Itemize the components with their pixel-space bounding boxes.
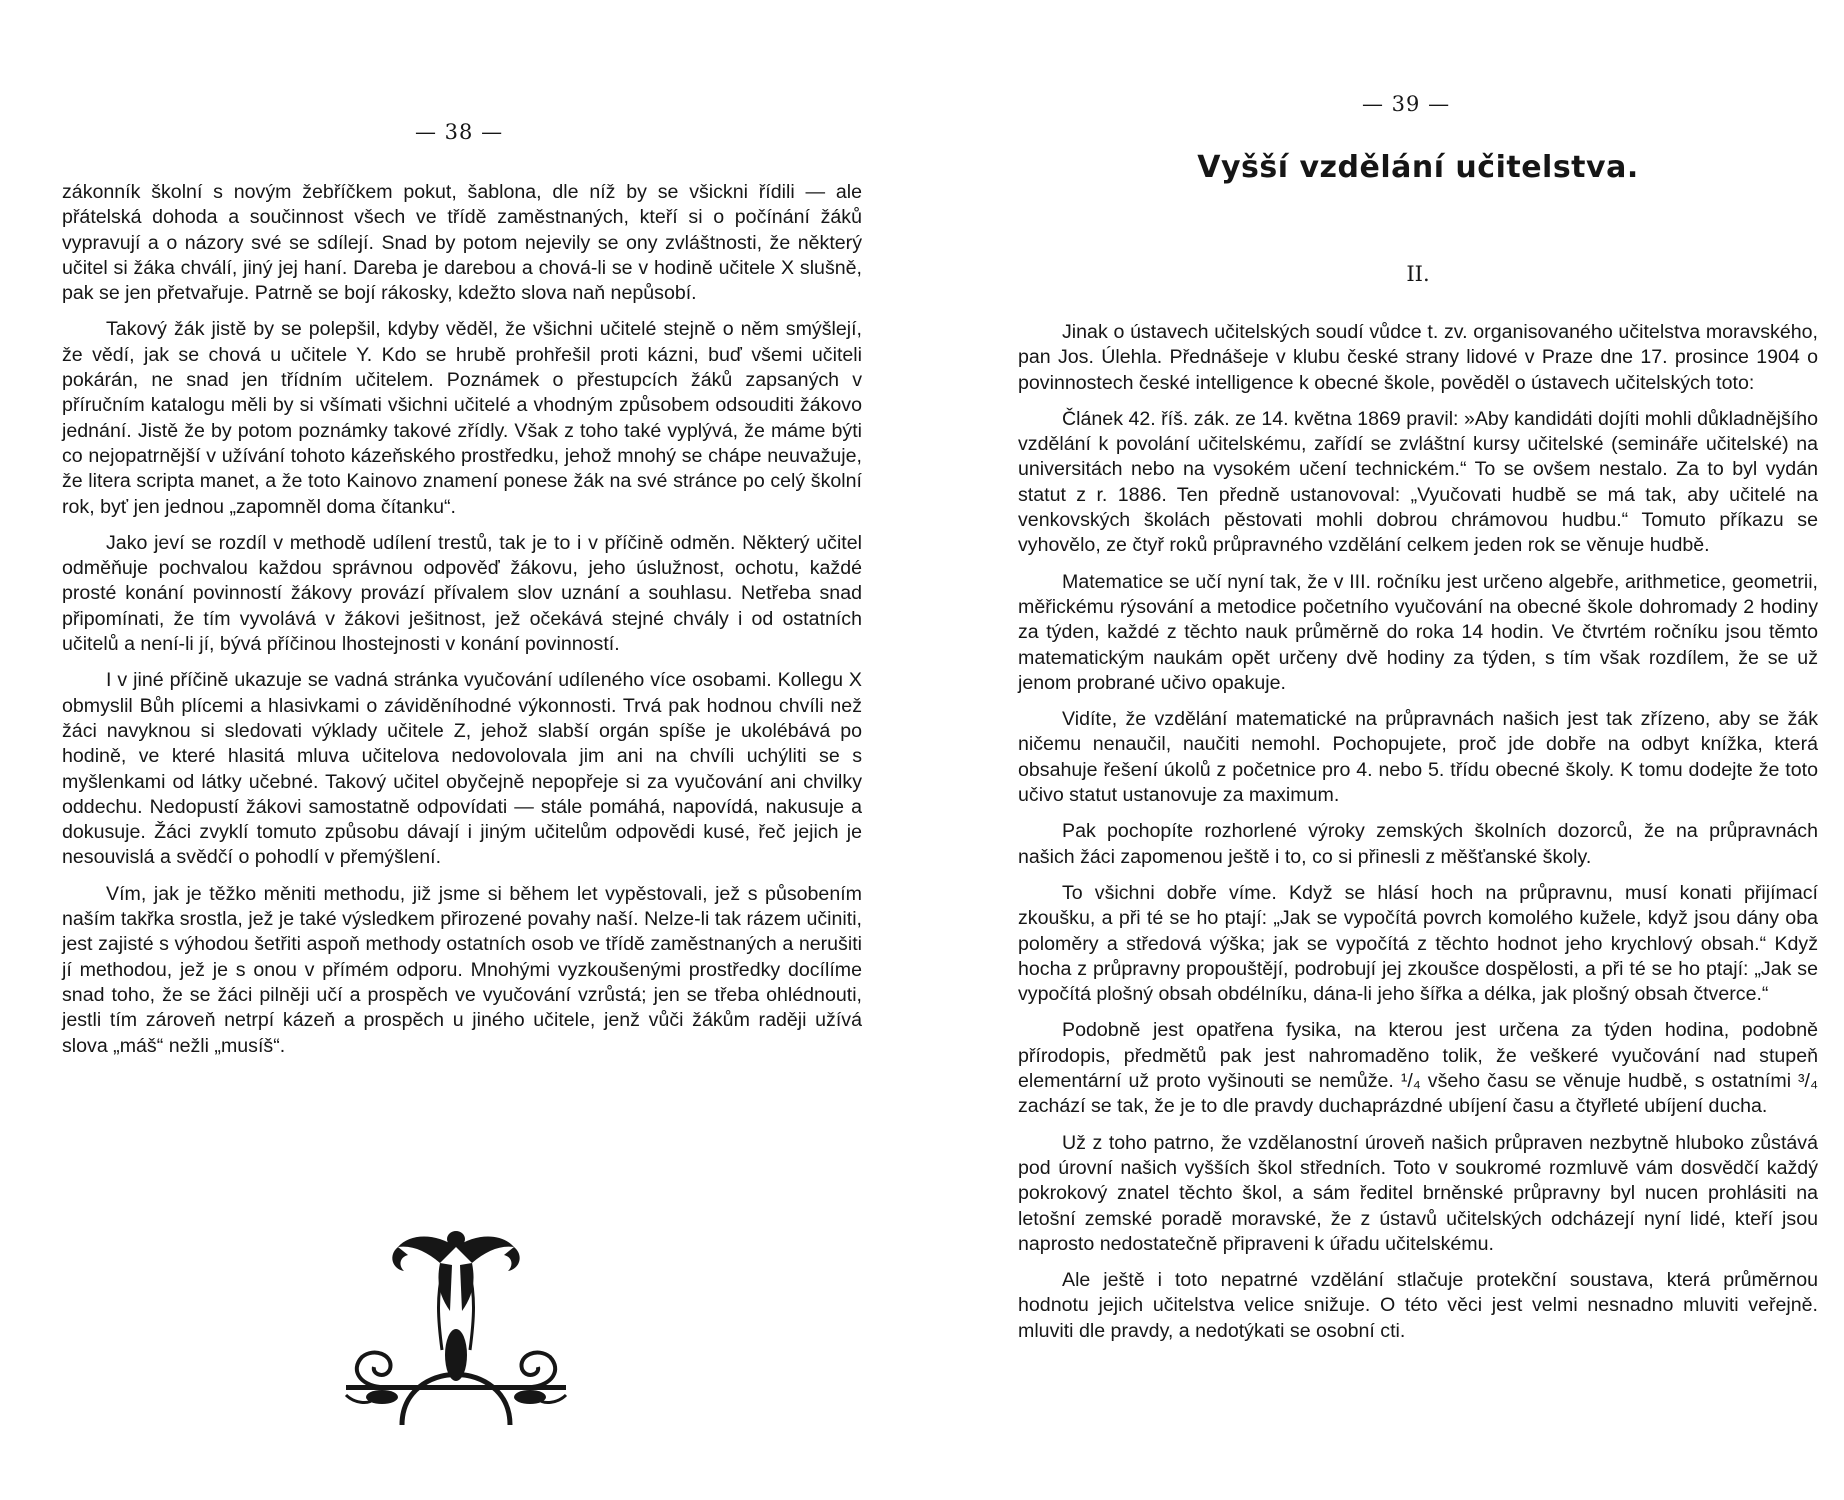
paragraph: Takový žák jistě by se polepšil, kdyby věděl, že všichni učitelé stejně o něm smýšlejí, že vědí, jak se chová u učitele Y. Kdo se hrubě prohřešil proti kázni, buď všemi učiteli pokárán, ne snad jen třídním učitelem. Poznámek o přestupcích žáků zapsaných v příručním katalogu měli by si všímati všichni učitelé a vhodným způsobem odsouditi žákovo jednání. Jistě že by potom poznámky takové zřídly. Však z toho také vyplývá, že máme býti co nejopatrnější v užívání tohoto kázeňského prostředku, jehož mnohý se chápe neuvažuje, že litera scripta manet, a že toto Kainovo znamení ponese žák na své stránce po celý školní rok, byť jen jednou „zapomněl doma čítanku“. xyxy=(62,318,862,518)
paragraph: Vidíte, že vzdělání matematické na průpravnách našich jest tak zřízeno, aby se žák ničemu nenaučil, naučiti nemohl. Pochopujete, proč jde dobře na odbyt knížka, která obsahuje řešení úkolů z početnice pro 4. nebo 5. třídu obecné školy. K tomu dodejte že toto učivo statut ustanovuje za maximum. xyxy=(1018,708,1818,807)
paragraph: Ale ještě i toto nepatrné vzdělání stlačuje protekční soustava, která průměrnou hodnotu jejich učitelstva velice snižuje. O této věci jest velmi nesnadno mluviti veřejně. mluviti dle pravdy, a nedotýkati se osobní cti. xyxy=(1018,1269,1818,1342)
paragraph: Už z toho patrno, že vzdělanostní úroveň našich průpraven nezbytně hluboko zůstává pod úrovní našich vyšších škol středních. Toto v soukromé rozmluvě vám dosvědčí každý pokrokový znatel těchto škol, a sám ředitel brněnské průpravny byl nucen prohlásiti na letošní zemské poradě moravské, že z ústavů učitelských odcházejí nyní lidé, kteří jsou naprosto nedostatečně připraveni k úřadu učitelskému. xyxy=(1018,1131,1818,1255)
paragraph: Pak pochopíte rozhorlené výroky zemských školních dozorců, že na průpravnách našich žáci zapomenou ještě i to, co si přinesli z měšťanské školy. xyxy=(1018,820,1818,868)
paragraph: To všichni dobře víme. Když se hlásí hoch na průpravnu, musí konati přijímací zkoušku, a při té se ho ptají: „Jak se vypočítá povrch komolého kužele, když jsou dány oba poloměry a středová výška; jak se vypočítá z těchto hodnot jeho krychlový obsah.“ Když hocha z průpravny propouštějí, podrobují jej zkoušce dospělosti, a při té se ho ptají: „Jak se vypočítá plošný obsah obdélníku, dána-li jeho šířka a délka, jak plošný obsah čtverce.“ xyxy=(1018,881,1818,1006)
page-number-right: — 39 — xyxy=(1362,92,1451,116)
paragraph: Jako jeví se rozdíl v methodě udílení trestů, tak je to i v příčině odměn. Některý učitel odměňuje pochvalou každou správnou odpověď žákovu, jeho úslužnost, ochotu, každé prosté konání povinností žákovy provází přívalem slov uznání a souhlasu. Netřeba snad připomínati, že tím vyvolává v žákovi ješitnost, jež očekává stejné chvály i od ostatních učitelů a není-li jí, bývá příčinou lhostejnosti v konání povinností. xyxy=(62,531,862,656)
left-page-text xyxy=(62,180,862,1070)
paragraph: Matematice se učí nyní tak, že v III. ročníku jest určeno algebře, arithmetice, geometrii, měřickému rýsování a metodice početního vyučování na obecné škole dohromady 2 hodiny za týden, každé z těchto nauk průměrně do roka 14 hodin. Ve čtvrtém ročníku jsou těmto matematickým naukám opět určeny dvě hodiny za týden, s tím však rozdílem, že se už jenom probrané učivo opakuje. xyxy=(1018,570,1818,694)
chapter-title: Vyšší vzdělání učitelstva. xyxy=(1197,150,1639,185)
paragraph: I v jiné příčině ukazuje se vadná stránka vyučování udíleného více osobami. Kollegu X obmyslil Bůh plícemi a hlasivkami o záviděníhodné výkonnosti. Trvá pak hodnou chvíli než žáci navyknou si sledovati výklady učitele Z, jehož slabší orgán spíše je ukolébává po hodině, ve které hlasitá mluva učitelova nedovolovala jim ani na chvíli uchýliti se s myšlenkami od látky učebné. Takový učitel obyčejně nepopřeje si za vyučování ani chvilky oddechu. Nedopustí žákovi samostatně odpovídati — stále pomáhá, napovídá, nakusuje a dokusuje. Žáci zvyklí tomuto způsobu dávají i jiným učitelům odpovědi kusé, řeč jejich je nesouvislá a svědčí o pohodlí v přemýšlení. xyxy=(62,669,862,869)
right-page-text xyxy=(1018,320,1818,1355)
floral-ornament-icon xyxy=(340,1225,572,1425)
chapter-subtitle: II. xyxy=(1406,262,1430,286)
paragraph: zákonník školní s novým žebříčkem pokut, šablona, dle níž by se všickni řídili — ale přátelská dohoda a součinnost všech ve třídě zaměstnaných, kteří si o počínání žáků vypravují a o názory své se sdílejí. Snad by potom nejevily se ony zvláštnosti, že některý učitel si žáka chválí, jiný jej haní. Dareba je darebou a chová-li se v hodině učitele X slušně, pak se jen přetvařuje. Patrně se bojí rákosky, kdežto slova naň nepůsobí. xyxy=(62,181,862,305)
right-page xyxy=(922,0,1844,1500)
paragraph: Vím, jak je těžko měniti methodu, již jsme si během let vypěstovali, jež s působením naším takřka srostla, jež je také výsledkem přirozené povahy naší. Nelze-li tak rázem učiniti, jest zajisté s výhodou šetřiti aspoň methody ostatních osob ve třídě zaměstnaných a nerušiti jí methodou, jež je s onou v přímém odporu. Mnohými vyzkoušenými prostředky docílíme snad toho, že se žáci pilněji učí a prospěch ve vyučování vzrůstá; jen se třeba ohlédnouti, jestli tím zároveň netrpí kázeň a prospěch u jiného učitele, jenž vůči žákům raději užívá slova „máš“ nežli „musíš“. xyxy=(62,882,862,1057)
paragraph: Jinak o ústavech učitelských soudí vůdce t. zv. organisovaného učitelstva moravského, pan Jos. Úlehla. Přednášeje v klubu české strany lidové v Praze dne 17. prosince 1904 o povinnostech české intelligence k obecné škole, pověděl o ústavech učitelských toto: xyxy=(1018,321,1818,394)
page-number-left: — 38 — xyxy=(415,120,504,144)
paragraph: Článek 42. říš. zák. ze 14. května 1869 pravil: »Aby kandidáti dojíti mohli důkladnějšího vzdělání k povolání učitelskému, zařídí se zvláštní kursy učitelské (semináře učitelské) na universitách nebo na vysokém učení technickém.“ To se ovšem nestalo. Za to byl vydán statut z r. 1886. Ten předně ustanovoval: „Vyučovati hudbě se má tak, aby učitelé na venkovských školách pěstovati mohli dobrou chrámovou hudbu.“ Tomuto příkazu se vyhovělo, ze čtyř roků průpravného vzdělání celkem jeden rok se věnuje hudbě. xyxy=(1018,407,1818,557)
paragraph: Podobně jest opatřena fysika, na kterou jest určena za týden hodina, podobně přírodopis, předmětů pak jest nahromaděno tolik, že veškeré vyučování nad stupeň elementární už proto vyšinouti se nemůže. ¹/₄ všeho času se věnuje hudbě, s ostatními ³/₄ zachází se tak, že je to dle pravdy duchaprázdné ubíjení času a čtyřleté ubíjení ducha. xyxy=(1018,1019,1818,1118)
